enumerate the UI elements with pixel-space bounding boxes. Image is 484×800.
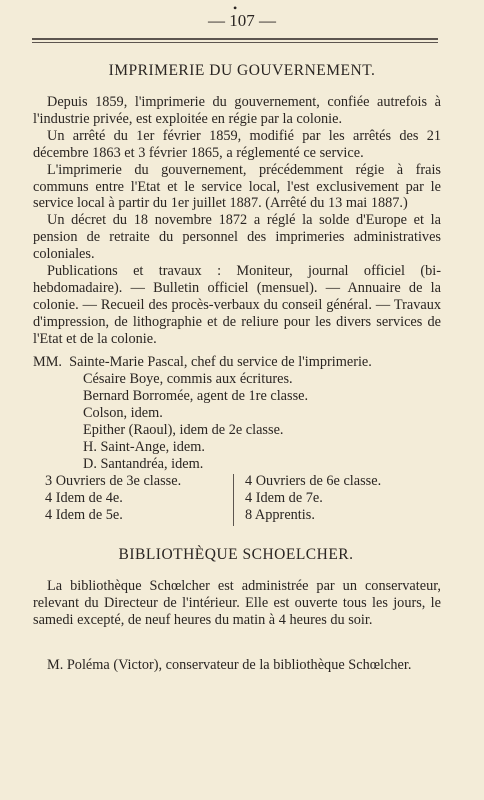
- staff-list: [33, 354, 453, 473]
- staff-row: Bernard Borromée, agent de 1re classe.: [83, 388, 309, 404]
- ink-dot: •: [233, 1, 238, 15]
- staff-row: Epither (Raoul), idem de 2e classe.: [83, 422, 284, 438]
- staff-row: D. Santandréa, idem.: [83, 456, 204, 472]
- paragraph: Un décret du 18 novembre 1872 a réglé la solde d'Europe et la pension de retraite du personnel des imprimeries administratives coloniales.: [33, 212, 441, 263]
- paragraph: Publications et travaux : Moniteur, journal officiel (bi-hebdomadaire). — Bulletin officiel (mensuel). — Annuaire de la colonie. — Recueil des procès-verbaux du conseil général. — Travaux d'impression, de lithographie et de reliure pour les divers services de l'Etat et de la colonie.: [33, 263, 441, 347]
- worker-line: 4 Idem de 4e.: [45, 490, 123, 506]
- worker-line: 4 Idem de 7e.: [245, 490, 323, 506]
- staff-name: Sainte-Marie Pascal, chef du service de l'imprimerie.: [69, 354, 372, 370]
- page-number: — 107 —: [208, 11, 276, 30]
- paragraph: Depuis 1859, l'imprimerie du gouvernement, confiée autrefois à l'industrie privée, est exploitée en régie par la colonie.: [33, 94, 441, 127]
- imprimerie-text: [33, 94, 441, 348]
- worker-line: 4 Idem de 5e.: [45, 507, 123, 523]
- section-title-bibliotheque: BIBLIOTHÈQUE SCHOELCHER.: [118, 546, 354, 563]
- staff-prefix: MM.: [33, 354, 62, 370]
- curator-text: [33, 657, 441, 674]
- section-title-imprimerie: IMPRIMERIE DU GOUVERNEMENT.: [108, 62, 376, 79]
- paragraph: Un arrêté du 1er février 1859, modifié par les arrêtés des 21 décembre 1863 et 3 février 1865, a réglementé ce service.: [33, 127, 441, 161]
- column-divider: [233, 474, 234, 526]
- staff-row: [33, 354, 453, 371]
- staff-row: Colson, idem.: [83, 405, 163, 421]
- header-rule: [32, 38, 438, 40]
- paragraph: M. Poléma (Victor), conservateur de la bibliothèque Schœlcher.: [47, 657, 412, 673]
- paragraph: L'imprimerie du gouvernement, précédemment régie à frais communs entre l'Etat et le service local, l'est exclusivement par le service local à partir du 1er juillet 1887. (Arrêté du 13 mai 1887.): [33, 161, 441, 212]
- bibliotheque-text: [33, 578, 441, 629]
- workers-right-column: [245, 473, 381, 524]
- worker-line: 8 Apprentis.: [245, 507, 315, 523]
- header-rule-thin: [32, 42, 438, 43]
- paragraph: La bibliothèque Schœlcher est administrée par un conservateur, relevant du Directeur de l'intérieur. Elle est ouverte tous les jours, le samedi excepté, de neuf heures du matin à 4 heures du soir.: [33, 578, 441, 628]
- workers-left-column: [45, 473, 181, 524]
- worker-line: 4 Ouvriers de 6e classe.: [245, 473, 382, 489]
- worker-line: 3 Ouvriers de 3e classe.: [45, 473, 182, 489]
- staff-row: H. Saint-Ange, idem.: [83, 439, 205, 455]
- staff-row: Césaire Boye, commis aux écritures.: [83, 371, 293, 387]
